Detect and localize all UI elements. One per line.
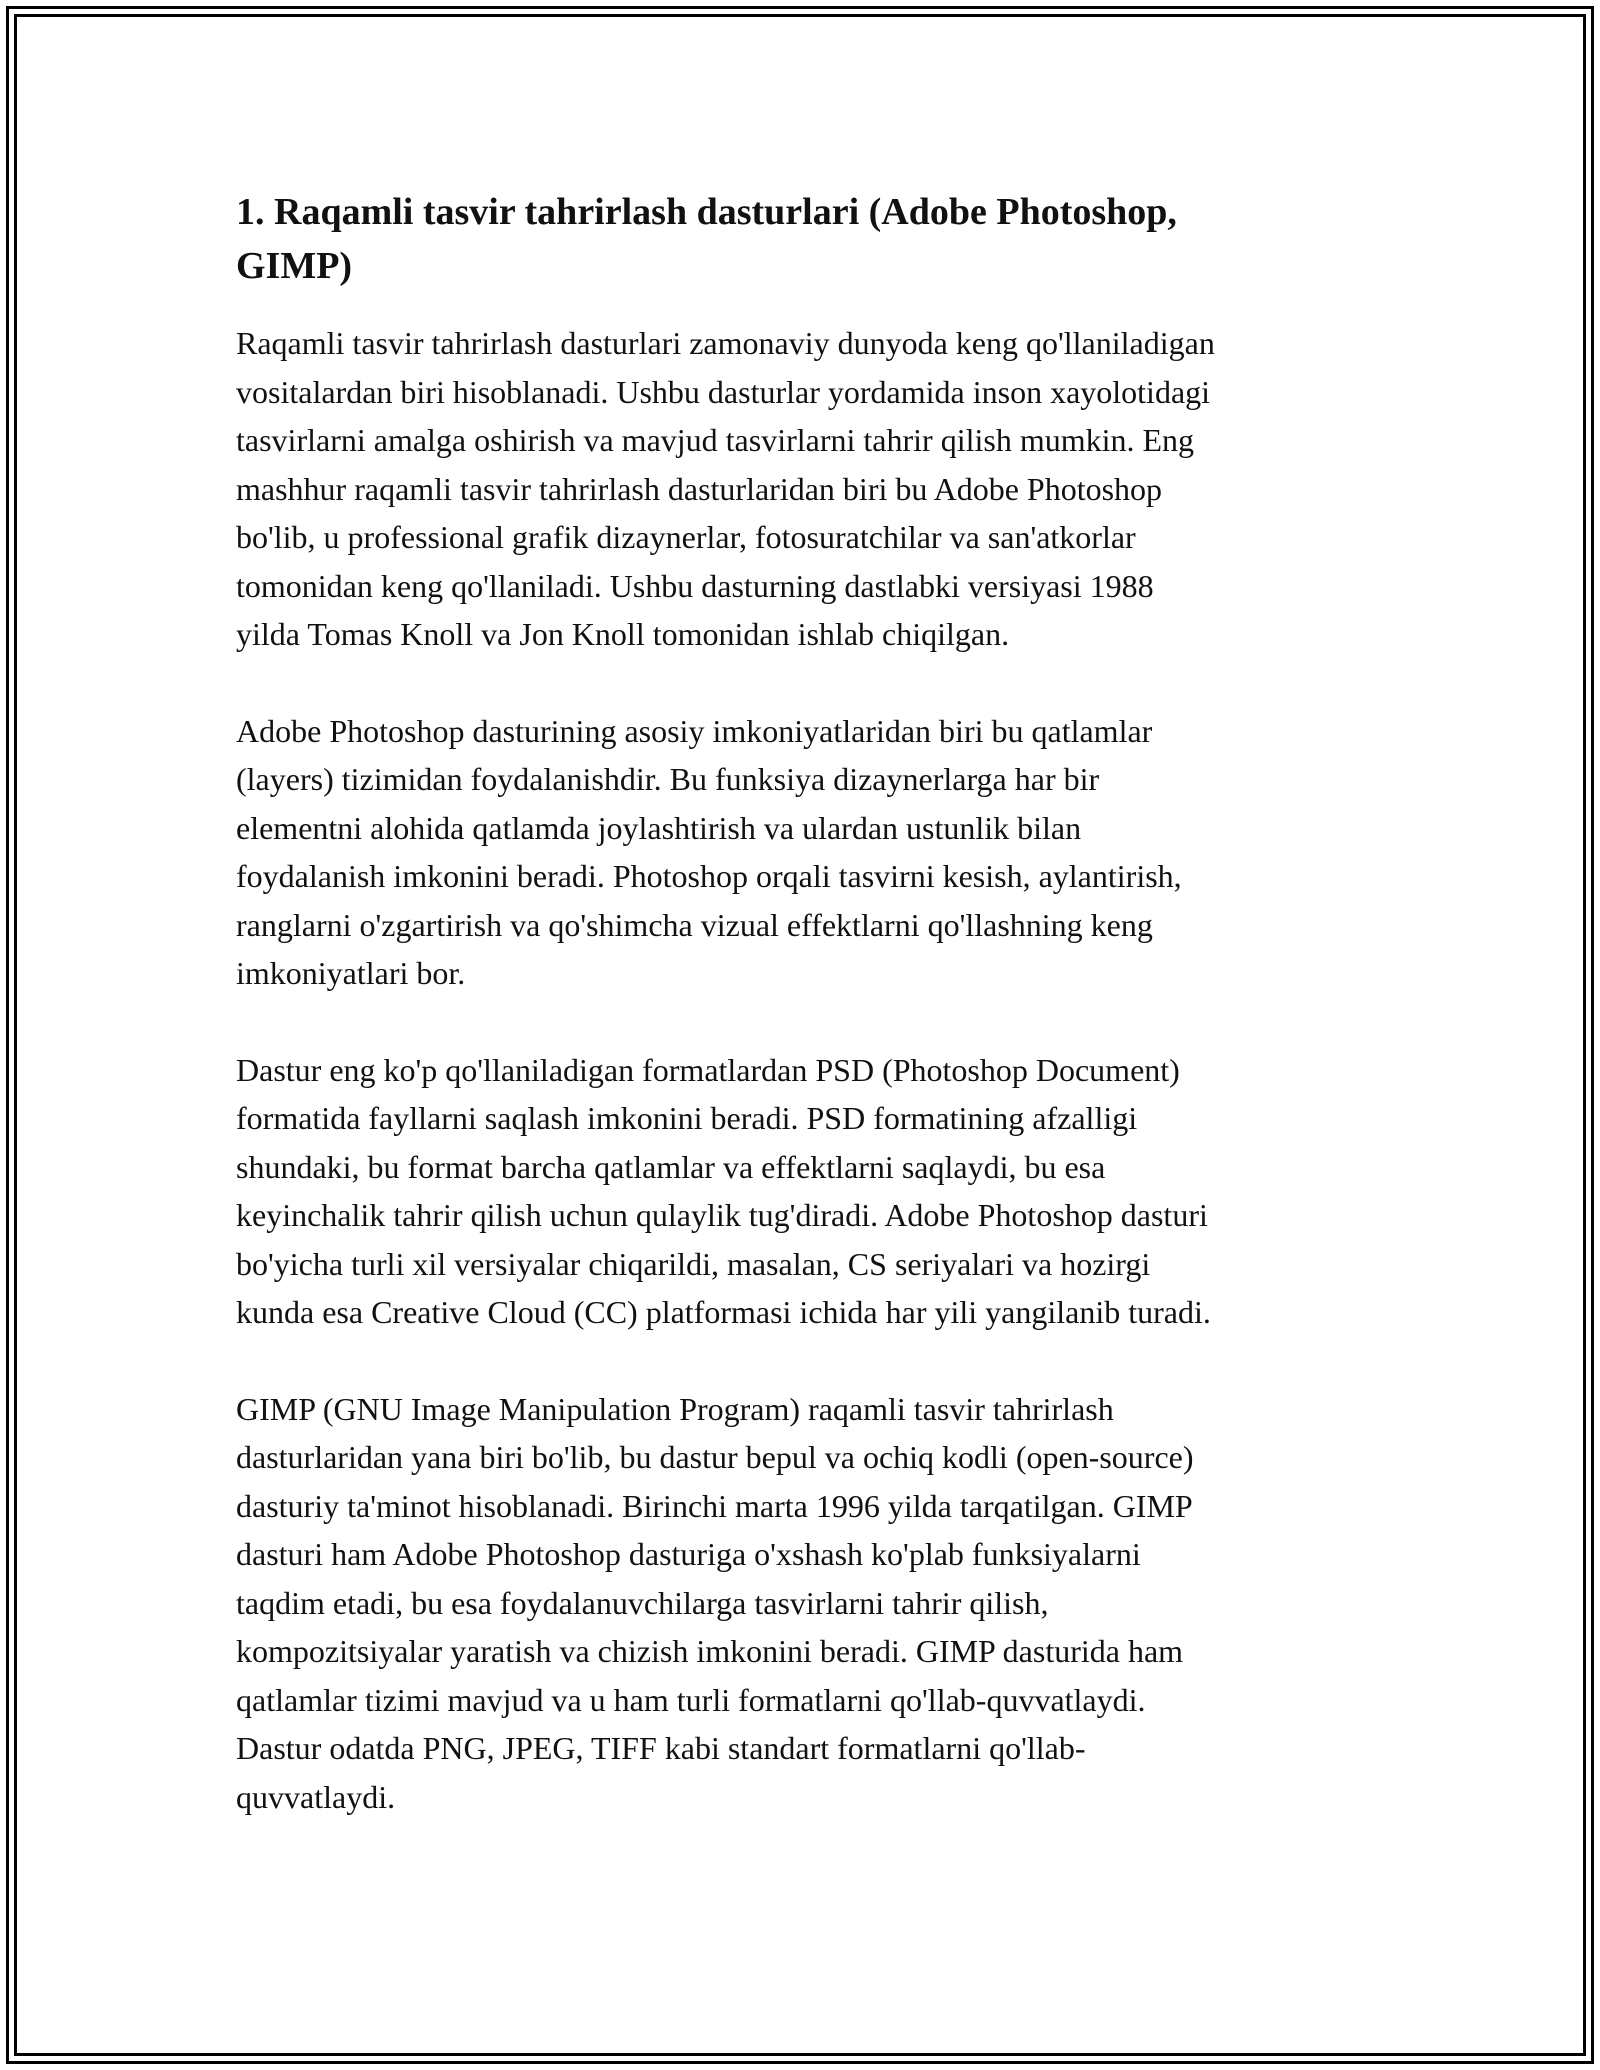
text-line: elementni alohida qatlamda joylashtirish va ulardan ustunlik bilan (236, 809, 1082, 846)
text-line: quvvatlaydi. (236, 1778, 396, 1815)
text-line: imkoniyatlari bor. (236, 955, 466, 991)
paragraph-photoshop-intro (236, 319, 1366, 659)
text-line: kompozitsiyalar yaratish va chizish imkonini beradi. GIMP dasturida ham (236, 1633, 1184, 1669)
text-line: qatlamlar tizimi mavjud va u ham turli formatlarni qo'llab-quvvatlaydi. (236, 1681, 1146, 1718)
text-line: dasturlaridan yana biri bo'lib, bu dastur bepul va ochiq kodli (open-source) (236, 1439, 1194, 1475)
section-heading (236, 185, 1366, 293)
text-line: shundaki, bu format barcha qatlamlar va effektlarni saqlaydi, bu esa (236, 1148, 1106, 1185)
text-line: vositalardan biri hisoblanadi. Ushbu dasturlar yordamida inson xayolotidagi (236, 373, 1211, 410)
text-line: foydalanish imkonini beradi. Photoshop orqali tasvirni kesish, aylantirish, (236, 858, 1182, 894)
text-line: keyinchalik tahrir qilish uchun qulaylik tug'diradi. Adobe Photoshop dasturi (236, 1197, 1208, 1233)
text-line: tomonidan keng qo'llaniladi. Ushbu dasturning dastlabki versiyasi 1988 (236, 567, 1154, 604)
paragraph-gimp (236, 1385, 1366, 1822)
heading-line: 1. Raqamli tasvir tahrirlash dasturlari (Adobe Photoshop, (236, 191, 1177, 233)
text-line: mashhur raqamli tasvir tahrirlash dasturlaridan biri bu Adobe Photoshop (236, 470, 1163, 507)
text-line: yilda Tomas Knoll va Jon Knoll tomonidan ishlab chiqilgan. (236, 616, 1010, 652)
text-line: bo'lib, u professional grafik dizaynerlar, fotosuratchilar va san'atkorlar (236, 519, 1136, 555)
text-line: Raqamli tasvir tahrirlash dasturlari zamonaviy dunyoda keng qo'llaniladigan (236, 325, 1215, 361)
text-line: taqdim etadi, bu esa foydalanuvchilarga tasvirlarni tahrir qilish, (236, 1584, 1049, 1621)
text-line: Dastur eng ko'p qo'llaniladigan formatlardan PSD (Photoshop Document) (236, 1051, 1180, 1088)
text-line: (layers) tizimidan foydalanishdir. Bu funksiya dizaynerlarga har bir (236, 761, 1100, 797)
paragraph-psd-format (236, 1046, 1366, 1337)
text-line: dasturiy ta'minot hisoblanadi. Birinchi marta 1996 yilda tarqatilgan. GIMP (236, 1487, 1193, 1524)
text-line: kunda esa Creative Cloud (CC) platformasi ichida har yili yangilanib turadi. (236, 1294, 1211, 1330)
text-line: bo'yicha turli xil versiyalar chiqarildi, masalan, CS seriyalari va hozirgi (236, 1245, 1151, 1282)
text-line: tasvirlarni amalga oshirish va mavjud tasvirlarni tahrir qilish mumkin. Eng (236, 422, 1195, 458)
text-line: Adobe Photoshop dasturining asosiy imkoniyatlaridan biri bu qatlamlar (236, 712, 1153, 749)
text-line: formatida fayllarni saqlash imkonini beradi. PSD formatining afzalligi (236, 1100, 1138, 1136)
heading-line: GIMP) (236, 245, 353, 287)
text-line: dasturi ham Adobe Photoshop dasturiga o'xshash ko'plab funksiyalarni (236, 1536, 1141, 1572)
text-line: Dastur odatda PNG, JPEG, TIFF kabi standart formatlarni qo'llab- (236, 1730, 1086, 1766)
text-line: GIMP (GNU Image Manipulation Program) raqamli tasvir tahrirlash (236, 1390, 1114, 1427)
document-body (236, 185, 1366, 1869)
text-line: ranglarni o'zgartirish va qo'shimcha vizual effektlarni qo'llashning keng (236, 906, 1153, 943)
paragraph-photoshop-layers (236, 707, 1366, 998)
